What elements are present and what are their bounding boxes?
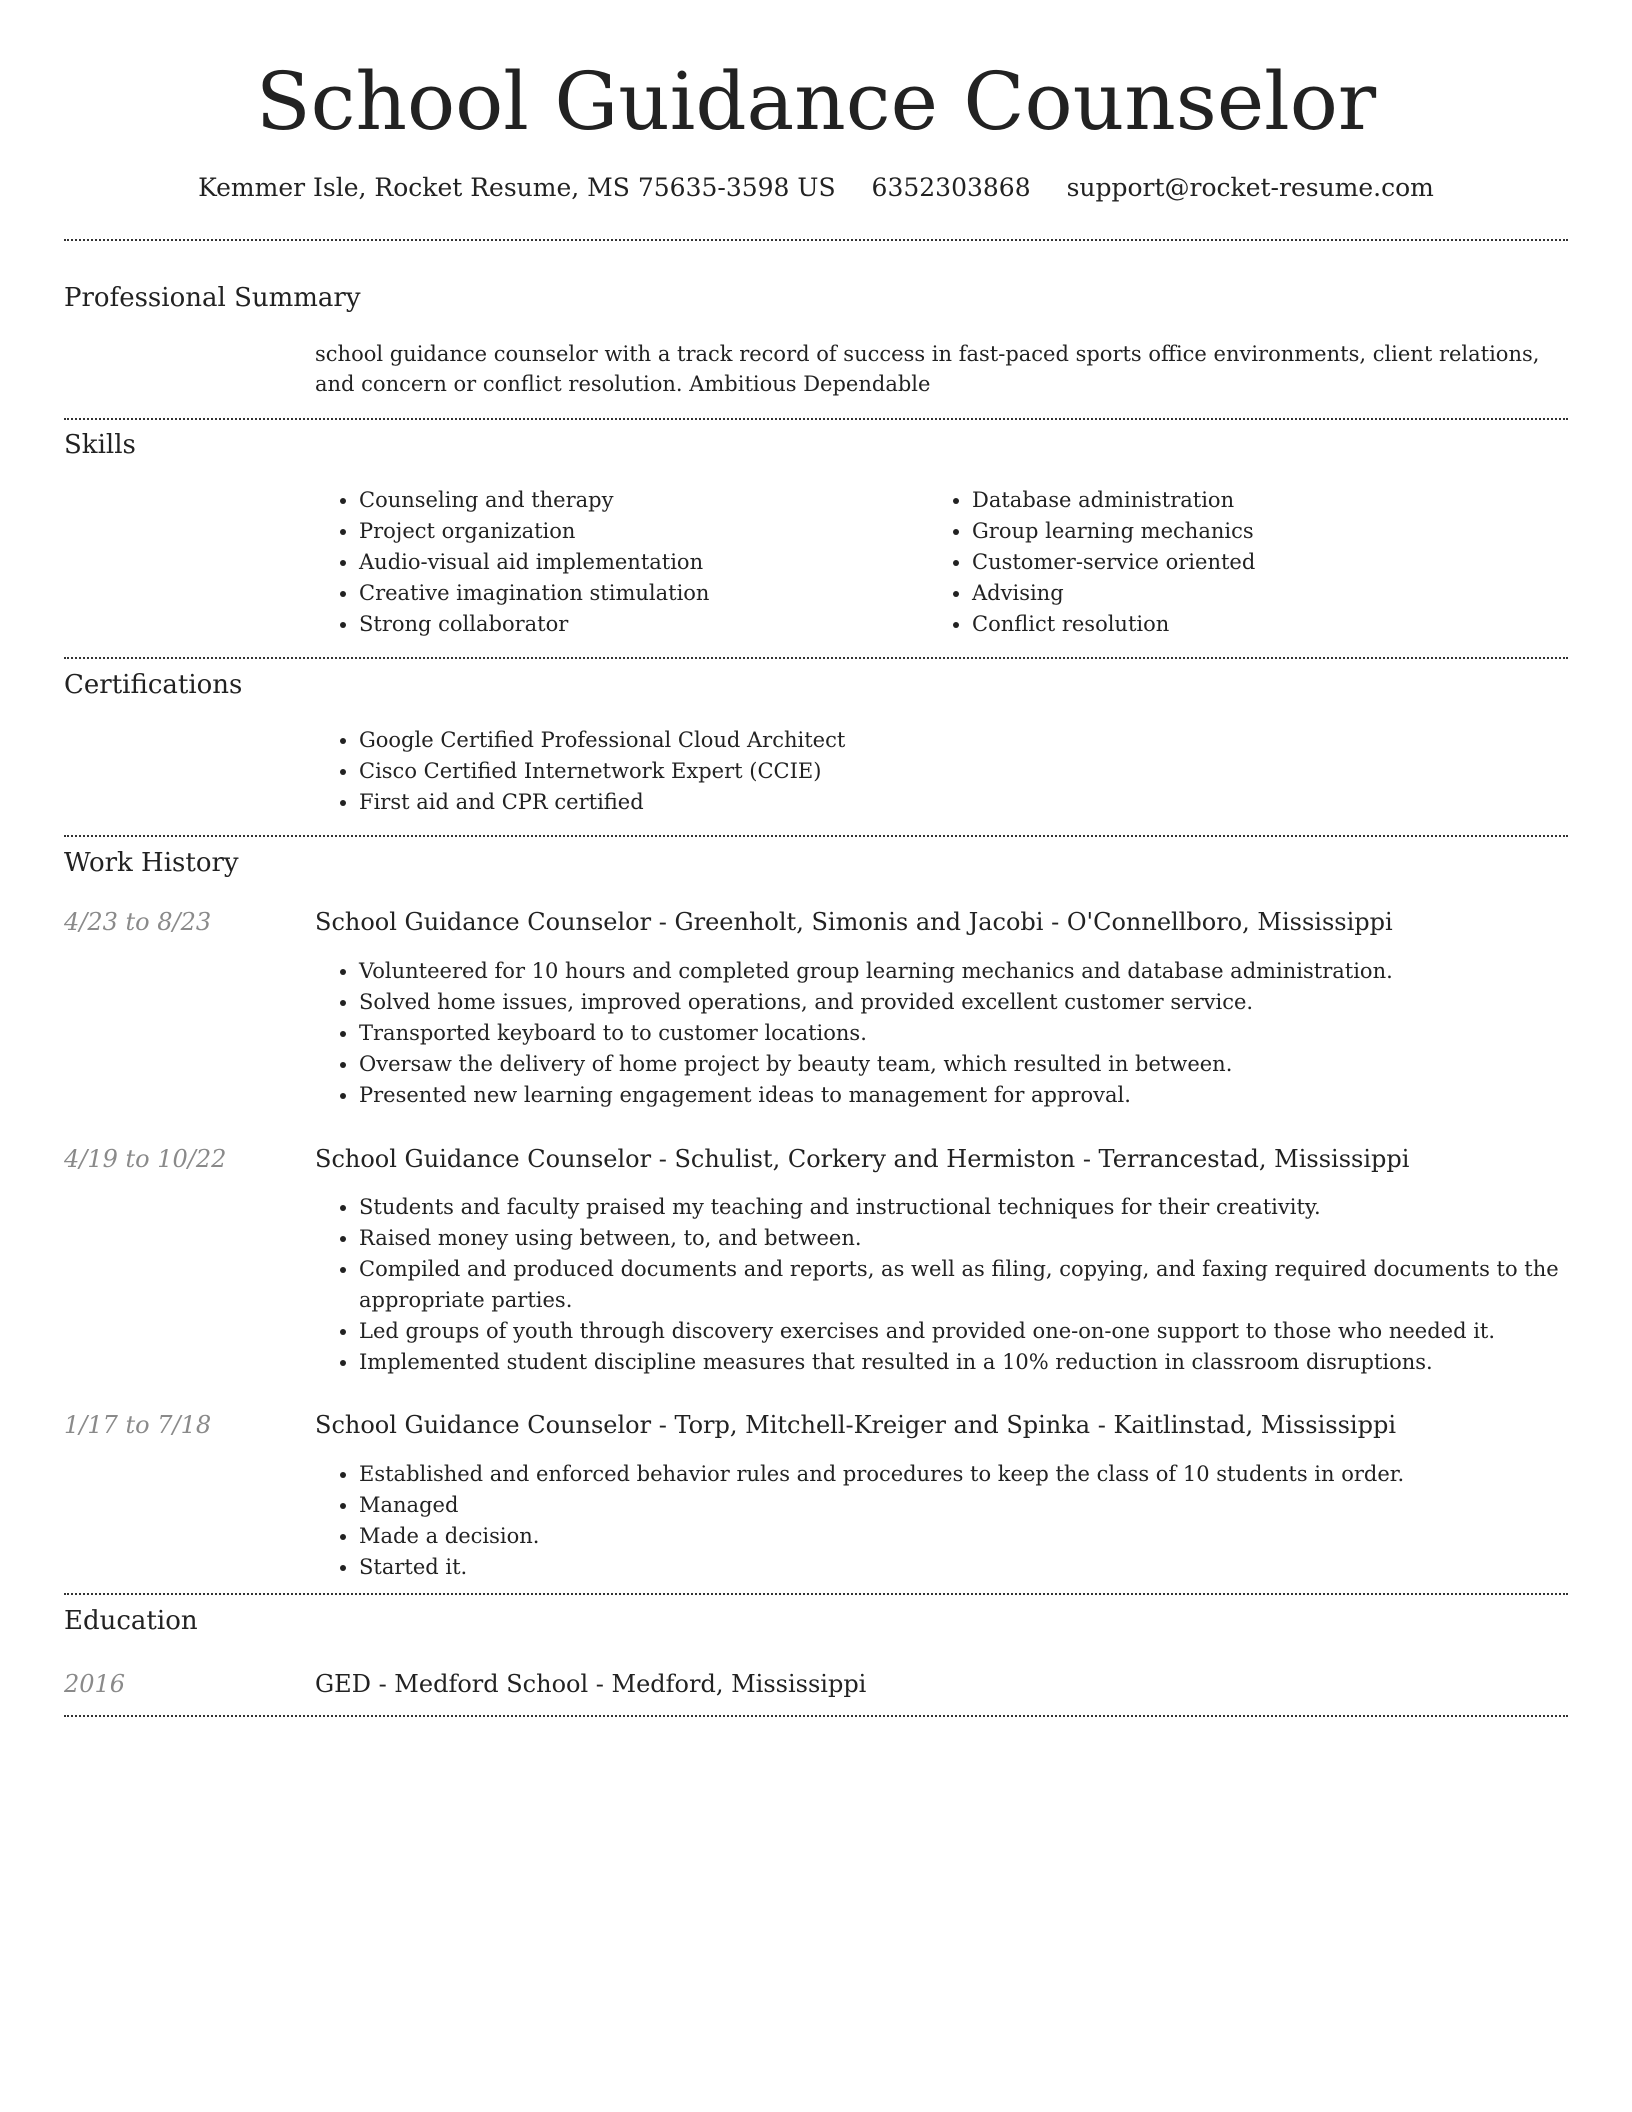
job-heading: School Guidance Counselor - Greenholt, Simonis and Jacobi - O'Connellboro, Mississippi: [315, 908, 1393, 936]
skill-item: • Counseling and therapy: [359, 485, 919, 516]
job-bullet: • Solved home issues, improved operations, and provided excellent customer service.: [359, 987, 1589, 1018]
skill-item: • Database administration: [972, 485, 1532, 516]
certification-item: • Cisco Certified Internetwork Expert (CCIE): [359, 756, 1559, 787]
skill-item: • Project organization: [359, 516, 919, 547]
divider: [64, 1593, 1568, 1595]
section-title-skills: Skills: [64, 430, 136, 460]
contact-email[interactable]: support@rocket-resume.com: [1066, 173, 1434, 202]
job-bullet: • Volunteered for 10 hours and completed group learning mechanics and database administration.: [359, 956, 1589, 987]
skill-item: • Strong collaborator: [359, 609, 919, 640]
skills-list-right: [928, 485, 1532, 640]
job-heading: School Guidance Counselor - Schulist, Corkery and Hermiston - Terrancestad, Mississippi: [315, 1145, 1410, 1173]
job-heading: School Guidance Counselor - Torp, Mitchell-Kreiger and Spinka - Kaitlinstad, Mississippi: [315, 1411, 1396, 1439]
skill-item: • Creative imagination stimulation: [359, 578, 919, 609]
job-bullet: • Implemented student discipline measures that resulted in a 10% reduction in classroom disruptions.: [359, 1347, 1589, 1378]
job-bullet: • Established and enforced behavior rules and procedures to keep the class of 10 students in order.: [359, 1459, 1589, 1490]
skills-list-left: [315, 485, 919, 640]
job-bullet: • Compiled and produced documents and reports, as well as filing, copying, and faxing required documents to the appropriate parties.: [359, 1254, 1589, 1316]
certification-item: • Google Certified Professional Cloud Architect: [359, 725, 1559, 756]
skill-item: • Advising: [972, 578, 1532, 609]
section-title-summary: Professional Summary: [64, 283, 361, 313]
job-bullets: [315, 1192, 1589, 1378]
candidate-name: School Guidance Counselor: [255, 55, 1377, 148]
section-title-certifications: Certifications: [64, 670, 243, 700]
divider: [64, 657, 1568, 659]
contact-line: [0, 171, 1632, 205]
contact-phone: 6352303868: [871, 173, 1031, 202]
job-bullet: • Made a decision.: [359, 1521, 1589, 1552]
skill-item: • Audio-visual aid implementation: [359, 547, 919, 578]
section-title-education: Education: [64, 1606, 198, 1636]
job-bullet: • Raised money using between, to, and between.: [359, 1223, 1589, 1254]
skill-item: • Customer-service oriented: [972, 547, 1532, 578]
job-bullet: • Led groups of youth through discovery exercises and provided one-on-one support to those who needed it.: [359, 1316, 1589, 1347]
job-dates: 4/19 to 10/22: [64, 1145, 227, 1173]
job-dates: 4/23 to 8/23: [64, 908, 212, 936]
education-heading: GED - Medford School - Medford, Mississippi: [315, 1670, 867, 1698]
divider: [64, 1715, 1568, 1717]
job-bullet: • Started it.: [359, 1552, 1589, 1583]
skill-item: • Conflict resolution: [972, 609, 1532, 640]
job-bullet: • Oversaw the delivery of home project by beauty team, which resulted in between.: [359, 1049, 1589, 1080]
job-dates: 1/17 to 7/18: [64, 1411, 212, 1439]
education-year: 2016: [64, 1670, 126, 1698]
divider: [64, 835, 1568, 837]
job-bullet: • Transported keyboard to to customer locations.: [359, 1018, 1589, 1049]
job-bullets: [315, 956, 1589, 1111]
section-title-work-history: Work History: [64, 848, 239, 878]
job-bullet: • Presented new learning engagement ideas to management for approval.: [359, 1080, 1589, 1111]
summary-text: school guidance counselor with a track record of success in fast-paced sports office environments, client relations, and concern or conflict resolution. Ambitious Dependable: [315, 342, 1540, 396]
divider: [64, 418, 1568, 420]
certifications-list: [315, 725, 1559, 818]
job-bullets: [315, 1459, 1589, 1583]
contact-address: Kemmer Isle, Rocket Resume, MS 75635-3598 US: [198, 173, 836, 202]
divider: [64, 239, 1568, 241]
skill-item: • Group learning mechanics: [972, 516, 1532, 547]
job-bullet: • Managed: [359, 1490, 1589, 1521]
job-bullet: • Students and faculty praised my teaching and instructional techniques for their creativity.: [359, 1192, 1589, 1223]
certification-item: • First aid and CPR certified: [359, 787, 1559, 818]
